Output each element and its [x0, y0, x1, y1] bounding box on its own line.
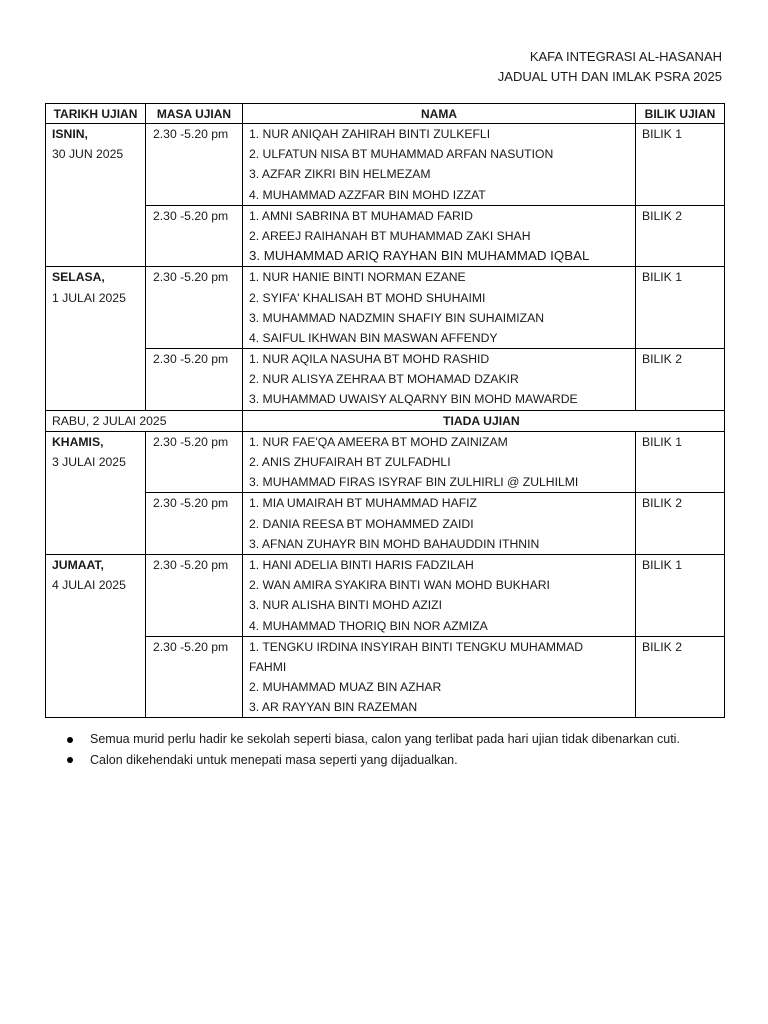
bullet-icon — [67, 757, 73, 763]
student-name: 2. ULFATUN NISA BT MUHAMMAD ARFAN NASUTION — [249, 147, 554, 162]
student-name: 2. ANIS ZHUFAIRAH BT ZULFADHLI — [249, 455, 451, 469]
header-room: BILIK UJIAN — [636, 104, 725, 124]
no-exam-label: TIADA UJIAN — [443, 413, 520, 428]
time-cell — [146, 124, 243, 206]
time-cell — [146, 636, 243, 718]
header-time: MASA UJIAN — [146, 104, 243, 124]
day-label: KHAMIS, — [52, 434, 104, 449]
bullet-icon — [67, 737, 73, 743]
table-row — [46, 267, 725, 349]
rabu-date-cell — [46, 410, 243, 431]
date-label: 1 JULAI 2025 — [52, 290, 126, 305]
exam-schedule-table — [45, 103, 725, 718]
student-name: 1. HANI ADELIA BINTI HARIS FADZILAH — [249, 557, 474, 572]
student-name-continued: FAHMI — [249, 659, 287, 674]
student-name: 3. MUHAMMAD ARIQ RAYHAN BIN MUHAMMAD IQBAL — [249, 248, 590, 264]
document-header — [498, 47, 722, 86]
names-cell — [243, 636, 636, 718]
room-label: BILIK 2 — [642, 496, 682, 511]
table-header-row — [46, 104, 725, 124]
room-cell — [636, 431, 725, 493]
student-name: 2. MUHAMMAD MUAZ BIN AZHAR — [249, 680, 442, 695]
time-label: 2.30 -5.20 pm — [153, 352, 229, 367]
room-label: BILIK 2 — [642, 352, 682, 367]
notes-list — [67, 729, 680, 770]
note-text: Semua murid perlu hadir ke sekolah seperti biasa, calon yang terlibat pada hari ujian tidak dibenarkan cuti. — [90, 732, 680, 746]
names-cell — [243, 205, 636, 267]
student-name: 1. TENGKU IRDINA INSYIRAH BINTI TENGKU MUHAMMAD — [249, 639, 584, 654]
student-name: 3. MUHAMMAD NADZMIN SHAFIY BIN SUHAIMIZAN — [249, 310, 545, 325]
room-label: BILIK 1 — [642, 270, 682, 285]
time-label: 2.30 -5.20 pm — [153, 127, 229, 141]
time-cell — [146, 493, 243, 555]
student-name: 2. SYIFA' KHALISAH BT MOHD SHUHAIMI — [249, 290, 486, 305]
day-label: JUMAAT, — [52, 557, 104, 572]
room-cell — [636, 205, 725, 267]
time-label: 2.30 -5.20 pm — [153, 208, 229, 223]
room-cell — [636, 267, 725, 349]
room-label: BILIK 1 — [642, 557, 682, 572]
student-name: 3. MUHAMMAD UWAISY ALQARNY BIN MOHD MAWARDE — [249, 392, 578, 407]
student-name: 2. NUR ALISYA ZEHRAA BT MOHAMAD DZAKIR — [249, 372, 519, 387]
names-cell — [243, 554, 636, 636]
room-label: BILIK 1 — [642, 127, 682, 141]
no-exam-cell — [243, 410, 725, 431]
table-row — [46, 636, 725, 718]
time-cell — [146, 267, 243, 349]
student-name: 4. MUHAMMAD AZZFAR BIN MOHD IZZAT — [249, 187, 486, 202]
room-cell — [636, 493, 725, 555]
list-item — [67, 729, 680, 750]
student-name: 3. AZFAR ZIKRI BIN HELMEZAM — [249, 167, 431, 182]
names-cell — [243, 124, 636, 206]
time-cell — [146, 205, 243, 267]
header-name: NAMA — [243, 104, 636, 124]
day-label: SELASA, — [52, 270, 105, 285]
school-name: KAFA INTEGRASI AL-HASANAH — [529, 49, 722, 64]
room-cell — [636, 554, 725, 636]
student-name: 3. AR RAYYAN BIN RAZEMAN — [249, 700, 418, 715]
room-label: BILIK 2 — [642, 639, 682, 654]
time-label: 2.30 -5.20 pm — [153, 496, 229, 511]
table-row — [46, 410, 725, 431]
document-title: JADUAL UTH DAN IMLAK PSRA 2025 — [497, 68, 722, 84]
student-name: 2. AREEJ RAIHANAH BT MUHAMMAD ZAKI SHAH — [249, 228, 531, 243]
date-cell — [46, 124, 146, 267]
date-label: 30 JUN 2025 — [52, 147, 124, 162]
list-item — [67, 750, 680, 771]
student-name: 3. MUHAMMAD FIRAS ISYRAF BIN ZULHIRLI @ ZULHILMI — [249, 475, 579, 490]
header-date: TARIKH UJIAN — [46, 104, 146, 124]
student-name: 1. NUR FAE'QA AMEERA BT MOHD ZAINIZAM — [249, 434, 508, 449]
date-label: 3 JULAI 2025 — [52, 455, 126, 469]
names-cell — [243, 431, 636, 493]
table-row — [46, 124, 725, 206]
table-row — [46, 493, 725, 555]
rabu-date-label: RABU, 2 JULAI 2025 — [52, 413, 167, 428]
date-label: 4 JULAI 2025 — [52, 578, 126, 593]
time-label: 2.30 -5.20 pm — [153, 270, 229, 285]
student-name: 4. MUHAMMAD THORIQ BIN NOR AZMIZA — [249, 618, 488, 633]
note-text: Calon dikehendaki untuk menepati masa seperti yang dijadualkan. — [90, 752, 458, 767]
table-row — [46, 431, 725, 493]
student-name: 3. AFNAN ZUHAYR BIN MOHD BAHAUDDIN ITHNIN — [249, 536, 540, 551]
student-name: 2. DANIA REESA BT MOHAMMED ZAIDI — [249, 516, 474, 531]
time-label: 2.30 -5.20 pm — [153, 557, 229, 572]
names-cell — [243, 493, 636, 555]
student-name: 3. NUR ALISHA BINTI MOHD AZIZI — [249, 598, 443, 613]
room-cell — [636, 349, 725, 411]
time-label: 2.30 -5.20 pm — [153, 434, 229, 449]
date-cell — [46, 431, 146, 554]
table-row — [46, 349, 725, 411]
student-name: 1. NUR AQILA NASUHA BT MOHD RASHID — [249, 352, 490, 367]
day-label: ISNIN, — [52, 127, 88, 141]
time-cell — [146, 431, 243, 493]
student-name: 1. NUR ANIQAH ZAHIRAH BINTI ZULKEFLI — [249, 127, 491, 141]
student-name: 2. WAN AMIRA SYAKIRA BINTI WAN MOHD BUKHARI — [249, 578, 550, 593]
student-name: 1. NUR HANIE BINTI NORMAN EZANE — [249, 270, 466, 285]
room-cell — [636, 124, 725, 206]
room-cell — [636, 636, 725, 718]
student-name: 1. MIA UMAIRAH BT MUHAMMAD HAFIZ — [249, 496, 477, 511]
student-name: 4. SAIFUL IKHWAN BIN MASWAN AFFENDY — [249, 330, 498, 345]
names-cell — [243, 349, 636, 411]
date-cell — [46, 554, 146, 718]
table-row — [46, 554, 725, 636]
time-label: 2.30 -5.20 pm — [153, 639, 229, 654]
time-cell — [146, 349, 243, 411]
names-cell — [243, 267, 636, 349]
date-cell — [46, 267, 146, 410]
room-label: BILIK 2 — [642, 208, 682, 223]
table-row — [46, 205, 725, 267]
student-name: 1. AMNI SABRINA BT MUHAMAD FARID — [249, 208, 473, 223]
time-cell — [146, 554, 243, 636]
room-label: BILIK 1 — [642, 434, 682, 449]
